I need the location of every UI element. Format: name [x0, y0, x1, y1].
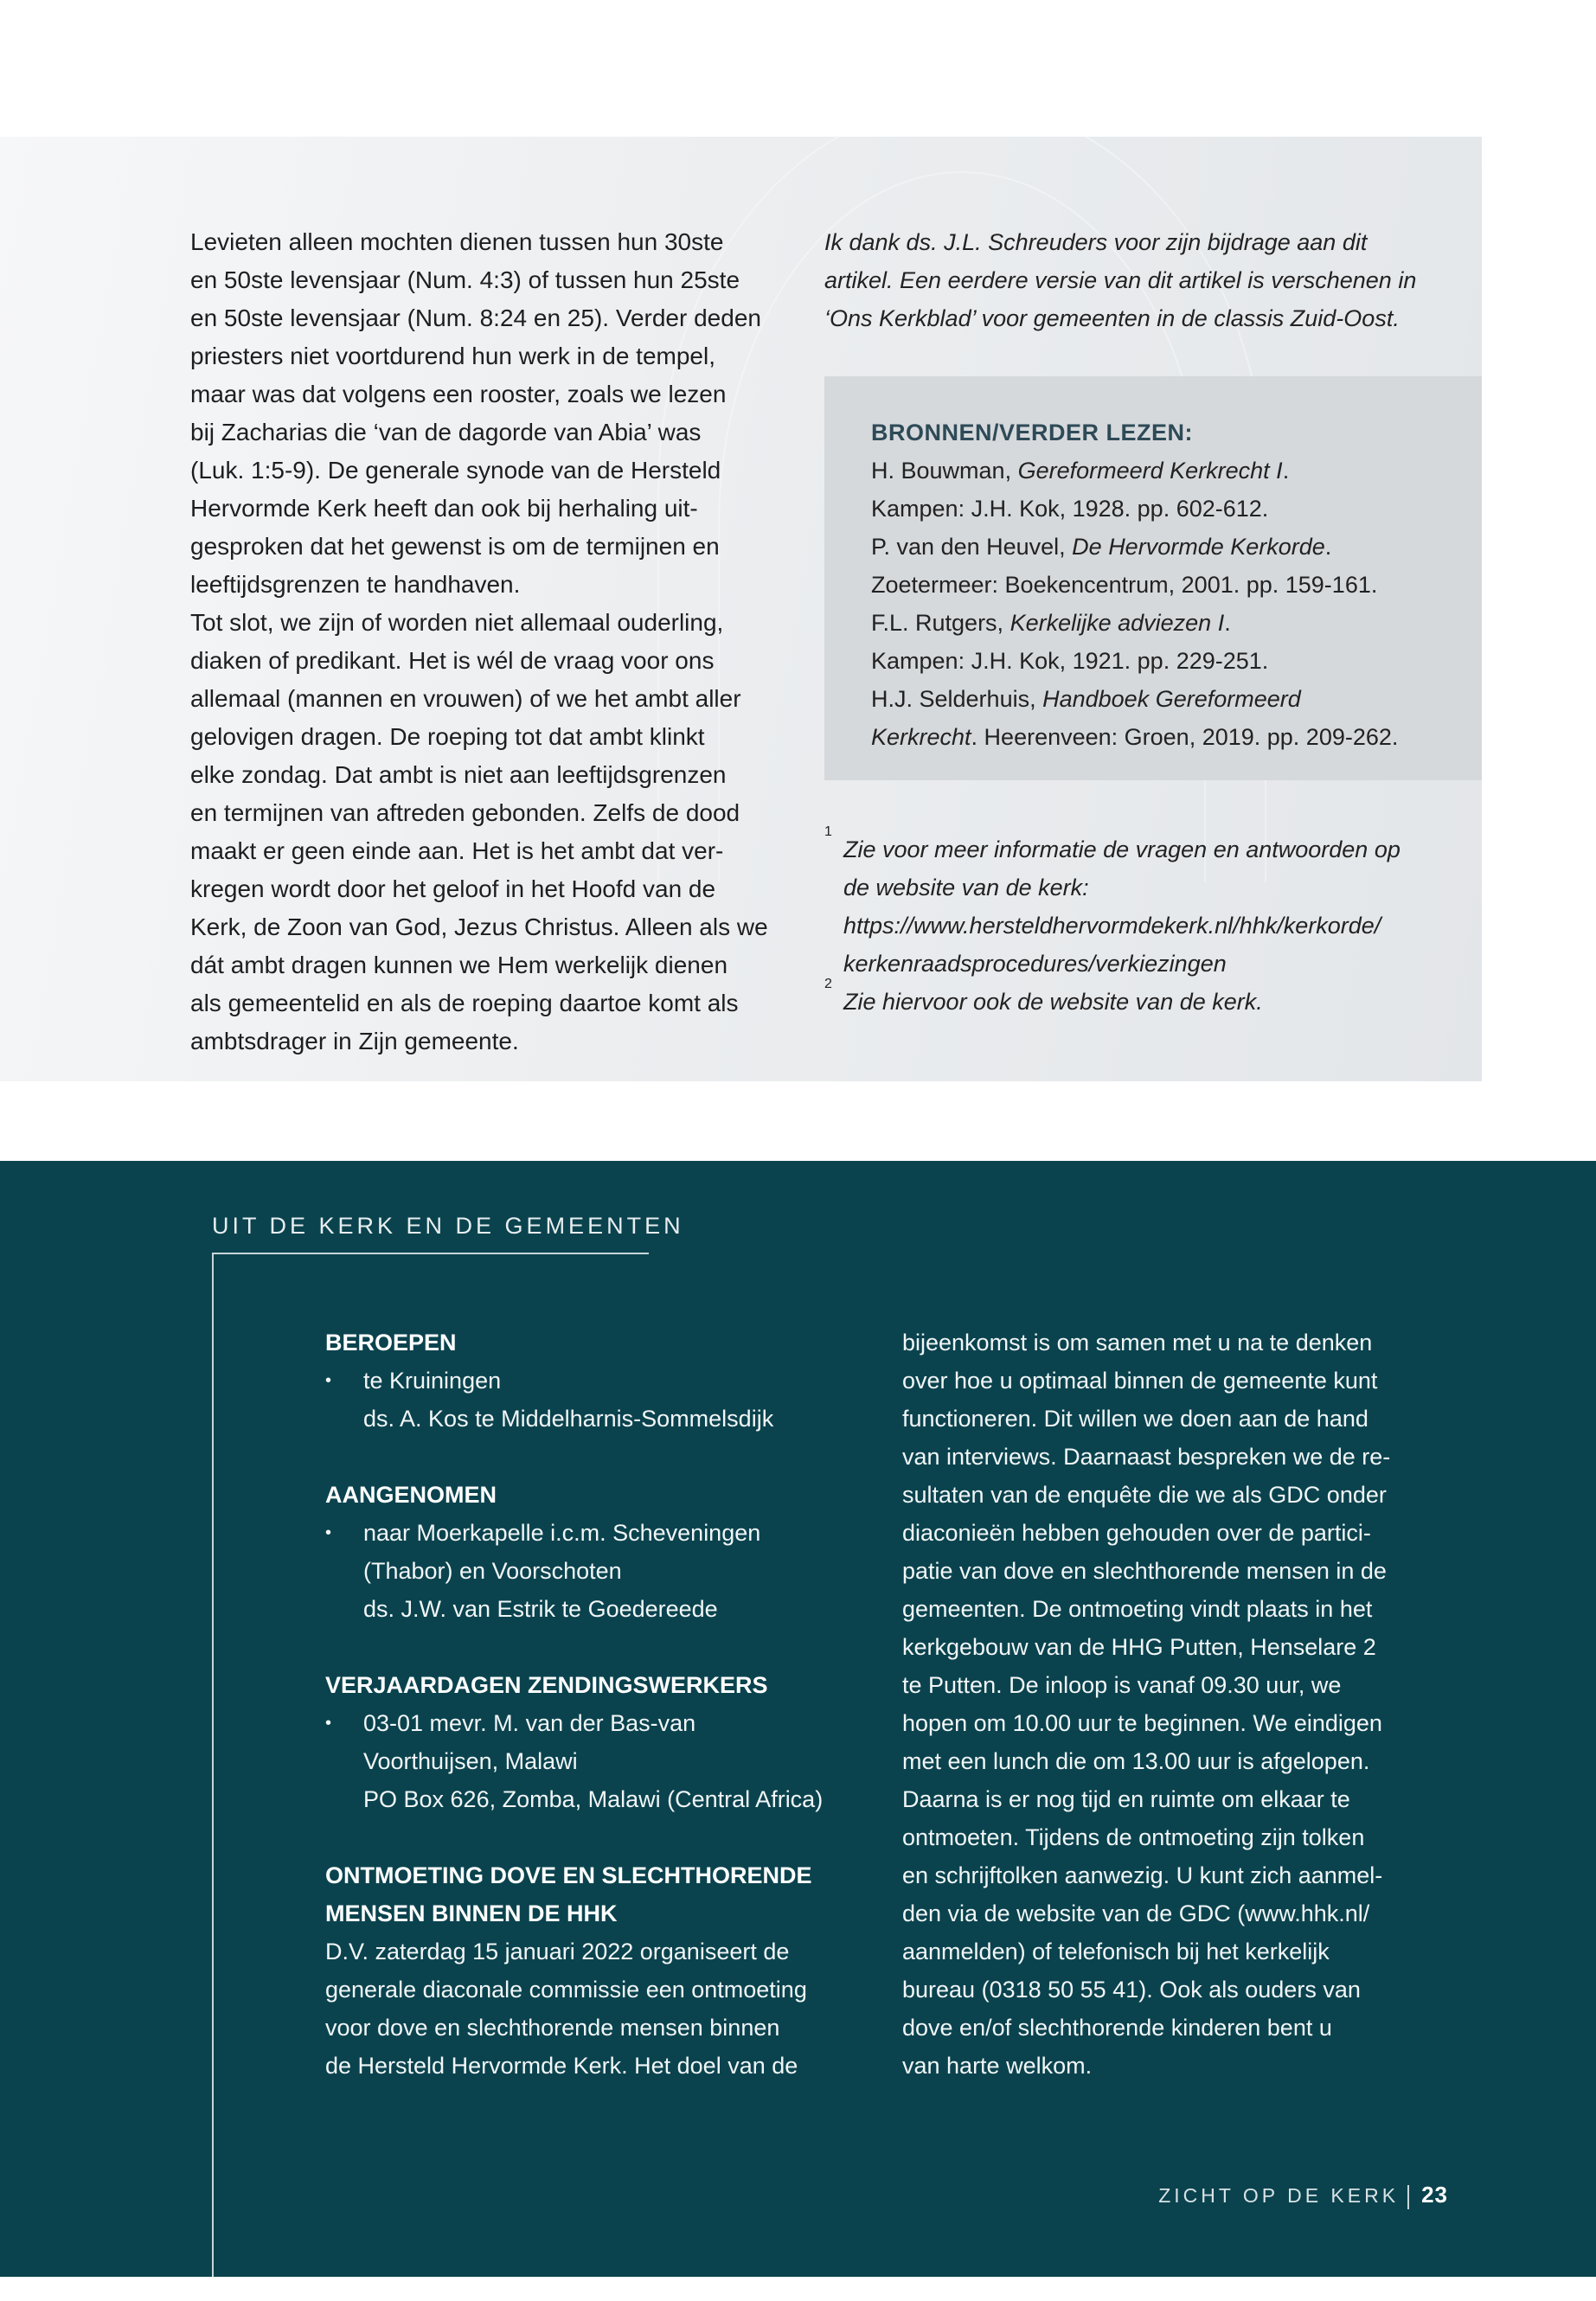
footer-separator	[1407, 2185, 1409, 2209]
footnote-line: de website van de kerk:	[843, 875, 1089, 901]
footnote-line: kerkenraadsprocedures/verkiezingen	[843, 951, 1227, 977]
text-line: leeftijdsgrenzen te handhaven.	[190, 571, 521, 598]
text-line: sultaten van de enquête die we als GDC onder	[902, 1482, 1387, 1508]
footnote-text: Zie hiervoor ook de website van de kerk.	[843, 989, 1263, 1015]
text-line: Kerk, de Zoon van God, Jezus Christus. Alleen als we	[190, 913, 768, 940]
list-item: • naar Moerkapelle i.c.m. Scheveningen (Thabor) en Voorschoten ds. J.W. van Estrik te Goedereede	[325, 1514, 862, 1628]
text-line: diaken of predikant. Het is wél de vraag voor ons	[190, 647, 715, 674]
news-column-right	[902, 1324, 1439, 2085]
text-line: gelovigen dragen. De roeping tot dat ambt klinkt	[190, 723, 705, 750]
text-line: aanmelden) of telefonisch bij het kerkelijk	[902, 1939, 1330, 1965]
news-column-left	[325, 1324, 862, 2085]
text-line: te Putten. De inloop is vanaf 09.30 uur, we	[902, 1672, 1342, 1698]
text-line: en 50ste levensjaar (Num. 8:24 en 25). Verder deden	[190, 304, 761, 331]
verjaardagen-heading: VERJAARDAGEN ZENDINGSWERKERS	[325, 1672, 768, 1698]
sources-heading: BRONNEN/VERDER LEZEN:	[871, 420, 1194, 445]
footnote-line: Zie voor meer informatie de vragen en antwoorden op	[843, 836, 1401, 862]
footnote-marker: 2	[824, 977, 832, 991]
acknowledgement-text	[824, 223, 1447, 337]
article-body-left	[190, 223, 787, 1061]
text-line: en schrijftolken aanwezig. U kunt zich aanmel-	[902, 1862, 1383, 1888]
news-section	[0, 1161, 1596, 2277]
text-line: dát ambt dragen kunnen we Hem werkelijk dienen	[190, 952, 728, 978]
article-paragraph	[190, 223, 787, 1061]
text-line: (Luk. 1:5-9). De generale synode van de Hersteld	[190, 457, 721, 484]
text-line: kregen wordt door het geloof in het Hoofd van de	[190, 875, 716, 902]
text-line: allemaal (mannen en vrouwen) of we het ambt aller	[190, 685, 741, 712]
ontmoeting-heading: ONTMOETING DOVE EN SLECHTHORENDE MENSEN BINNEN DE HHK	[325, 1862, 812, 1926]
text-line: met een lunch die om 13.00 uur is afgelopen.	[902, 1748, 1370, 1774]
text-line: als gemeentelid en als de roeping daartoe komt als	[190, 990, 739, 1016]
magazine-name: ZICHT OP DE KERK	[1158, 2184, 1400, 2207]
ontmoeting-text	[325, 1932, 862, 2085]
text-line: Tot slot, we zijn of worden niet allemaal ouderling,	[190, 609, 724, 636]
source-publisher: Zoetermeer: Boekencentrum, 2001. pp. 159-161.	[871, 572, 1378, 598]
source-publisher: Kampen: J.H. Kok, 1921. pp. 229-251.	[871, 648, 1269, 674]
text-line: patie van dove en slechthorende mensen in de	[902, 1558, 1387, 1584]
text-line: ontmoeten. Tijdens de ontmoeting zijn tolken	[902, 1824, 1365, 1850]
text-line: generale diaconale commissie een ontmoeting	[325, 1977, 807, 2003]
footnotes	[824, 824, 1456, 1021]
text-line: Levieten alleen mochten dienen tussen hun 30ste	[190, 228, 724, 255]
text-line: D.V. zaterdag 15 januari 2022 organiseert de	[325, 1939, 790, 1965]
text-line: priesters niet voortdurend hun werk in de tempel,	[190, 343, 715, 369]
section-title: UIT DE KERK EN DE GEMEENTEN	[212, 1213, 684, 1239]
text-line: Hervormde Kerk heeft dan ook bij herhaling uit-	[190, 495, 698, 522]
text-line: functioneren. Dit willen we doen aan de hand	[902, 1406, 1368, 1432]
source-item: H. Bouwman, Gereformeerd Kerkrecht I.	[871, 458, 1290, 484]
text-line: gemeenten. De ontmoeting vindt plaats in het	[902, 1596, 1373, 1622]
bullet-icon: •	[325, 1714, 332, 1733]
list-item: • te Kruiningen ds. A. Kos te Middelharnis-Sommelsdijk	[325, 1362, 862, 1438]
ontmoeting-text-continued	[902, 1324, 1439, 2085]
aangenomen-heading: AANGENOMEN	[325, 1482, 497, 1508]
text-line: hopen om 10.00 uur te beginnen. We eindigen	[902, 1710, 1382, 1736]
text-line: de Hersteld Hervormde Kerk. Het doel van de	[325, 2053, 798, 2079]
acknowledgement-line: Ik dank ds. J.L. Schreuders voor zijn bijdrage aan dit	[824, 229, 1368, 255]
text-line: bijeenkomst is om samen met u na te denken	[902, 1330, 1373, 1356]
source-publisher: Kerkrecht. Heerenveen: Groen, 2019. pp. 209-262.	[871, 724, 1399, 750]
source-item: H.J. Selderhuis, Handboek Gereformeerd	[871, 686, 1301, 712]
source-item: F.L. Rutgers, Kerkelijke adviezen I.	[871, 610, 1231, 636]
text-line: van interviews. Daarnaast bespreken we de re-	[902, 1444, 1391, 1470]
bullet-icon: •	[325, 1523, 332, 1542]
text-line: en termijnen van aftreden gebonden. Zelfs de dood	[190, 799, 740, 826]
text-line: bureau (0318 50 55 41). Ook als ouders van	[902, 1977, 1361, 2003]
title-divider	[212, 1253, 649, 1254]
footnote-marker: 1	[824, 824, 832, 839]
text-line: kerkgebouw van de HHG Putten, Henselare 2	[902, 1634, 1376, 1660]
acknowledgement-line: ‘Ons Kerkblad’ voor gemeenten in de classis Zuid-Oost.	[824, 305, 1400, 331]
text-line: maar was dat volgens een rooster, zoals we lezen	[190, 381, 727, 407]
source-publisher: Kampen: J.H. Kok, 1928. pp. 602-612.	[871, 496, 1269, 522]
text-line: en 50ste levensjaar (Num. 4:3) of tussen hun 25ste	[190, 266, 740, 293]
page-footer	[1158, 2182, 1448, 2209]
list-item: • 03-01 mevr. M. van der Bas-van Voorthuijsen, Malawi PO Box 626, Zomba, Malawi (Central Africa)	[325, 1704, 862, 1818]
bullet-icon: •	[325, 1371, 332, 1390]
text-line: Daarna is er nog tijd en ruimte om elkaar te	[902, 1786, 1350, 1812]
text-line: elke zondag. Dat ambt is niet aan leeftijdsgrenzen	[190, 761, 727, 788]
text-line: dove en/of slechthorende kinderen bent u	[902, 2015, 1332, 2041]
text-line: maakt er geen einde aan. Het is het ambt dat ver-	[190, 837, 724, 864]
sources-box	[824, 376, 1482, 780]
text-line: ambtsdrager in Zijn gemeente.	[190, 1028, 519, 1054]
text-line: diaconieën hebben gehouden over de partici-	[902, 1520, 1371, 1546]
footnote-2	[824, 977, 1456, 1021]
text-line: bij Zacharias die ‘van de dagorde van Abia’ was	[190, 419, 702, 445]
footnote-1	[824, 824, 1456, 983]
beroepen-heading: BEROEPEN	[325, 1330, 457, 1356]
text-line: den via de website van de GDC (www.hhk.nl/	[902, 1900, 1370, 1926]
acknowledgement-line: artikel. Een eerdere versie van dit artikel is verschenen in	[824, 267, 1417, 293]
page-number: 23	[1421, 2182, 1448, 2208]
source-item: P. van den Heuvel, De Hervormde Kerkorde.	[871, 534, 1332, 560]
footnote-line: https://www.hersteldhervormdekerk.nl/hhk/kerkorde/	[843, 913, 1381, 939]
text-line: voor dove en slechthorende mensen binnen	[325, 2015, 780, 2041]
text-line: van harte welkom.	[902, 2053, 1093, 2079]
vertical-divider	[212, 1253, 214, 2277]
text-line: gesproken dat het gewenst is om de termijnen en	[190, 533, 720, 560]
text-line: over hoe u optimaal binnen de gemeente kunt	[902, 1368, 1378, 1394]
